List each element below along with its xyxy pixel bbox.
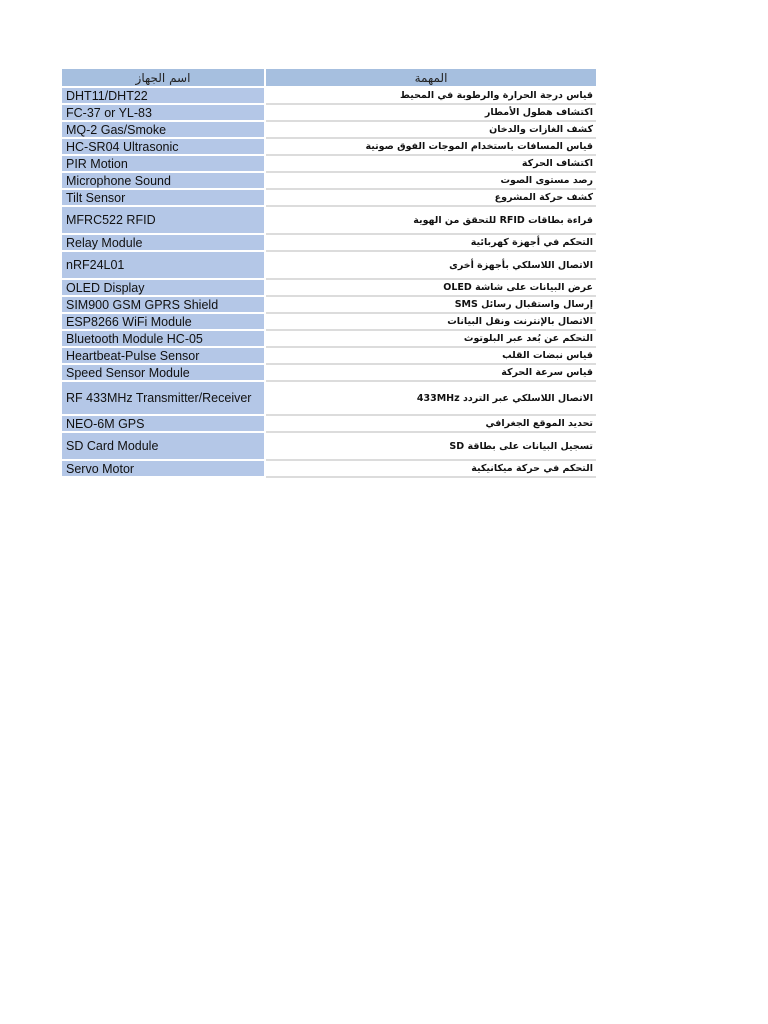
task-cell: قياس درجة الحرارة والرطوبة في المحيط xyxy=(265,87,596,104)
table-row xyxy=(62,432,596,460)
device-cell: NEO-6M GPS xyxy=(62,415,265,432)
table-row xyxy=(62,364,596,381)
device-cell: DHT11/DHT22 xyxy=(62,87,265,104)
device-cell: nRF24L01 xyxy=(62,251,265,279)
table-row xyxy=(62,155,596,172)
device-cell: SIM900 GSM GPRS Shield xyxy=(62,296,265,313)
table-row xyxy=(62,189,596,206)
task-cell: التحكم في أجهزة كهربائية xyxy=(265,234,596,251)
task-cell: كشف حركة المشروع xyxy=(265,189,596,206)
table-row xyxy=(62,251,596,279)
task-cell: إرسال واستقبال رسائل SMS xyxy=(265,296,596,313)
device-cell: Servo Motor xyxy=(62,460,265,477)
device-cell: FC-37 or YL-83 xyxy=(62,104,265,121)
header-task: المهمة xyxy=(265,69,596,87)
header-device: اسم الجهاز xyxy=(62,69,265,87)
device-cell: Bluetooth Module HC-05 xyxy=(62,330,265,347)
table-row xyxy=(62,206,596,234)
table-row xyxy=(62,415,596,432)
table-row xyxy=(62,330,596,347)
table-row xyxy=(62,87,596,104)
device-cell: OLED Display xyxy=(62,279,265,296)
device-cell: PIR Motion xyxy=(62,155,265,172)
task-cell: قراءة بطاقات RFID للتحقق من الهوية xyxy=(265,206,596,234)
device-cell: MQ-2 Gas/Smoke xyxy=(62,121,265,138)
device-cell: Heartbeat-Pulse Sensor xyxy=(62,347,265,364)
task-cell: قياس المسافات باستخدام الموجات الفوق صوتية xyxy=(265,138,596,155)
table-row xyxy=(62,279,596,296)
device-cell: Relay Module xyxy=(62,234,265,251)
task-cell: رصد مستوى الصوت xyxy=(265,172,596,189)
task-cell: الاتصال بالإنترنت ونقل البيانات xyxy=(265,313,596,330)
table-header-row xyxy=(62,69,596,87)
device-cell: Microphone Sound xyxy=(62,172,265,189)
table-row xyxy=(62,313,596,330)
task-cell: اكتشاف الحركة xyxy=(265,155,596,172)
device-cell: Speed Sensor Module xyxy=(62,364,265,381)
task-cell: الاتصال اللاسلكي بأجهزة أخرى xyxy=(265,251,596,279)
device-cell: Tilt Sensor xyxy=(62,189,265,206)
table-row xyxy=(62,104,596,121)
device-cell: ESP8266 WiFi Module xyxy=(62,313,265,330)
task-cell: كشف الغازات والدخان xyxy=(265,121,596,138)
table-row xyxy=(62,347,596,364)
device-task-table xyxy=(62,69,596,478)
table-row xyxy=(62,381,596,415)
table-row xyxy=(62,138,596,155)
table-row xyxy=(62,234,596,251)
task-cell: قياس نبضات القلب xyxy=(265,347,596,364)
device-cell: HC-SR04 Ultrasonic xyxy=(62,138,265,155)
table-row xyxy=(62,296,596,313)
table-body xyxy=(62,87,596,477)
task-cell: التحكم في حركة ميكانيكية xyxy=(265,460,596,477)
task-cell: اكتشاف هطول الأمطار xyxy=(265,104,596,121)
task-cell: قياس سرعة الحركة xyxy=(265,364,596,381)
table-row xyxy=(62,460,596,477)
device-cell: RF 433MHz Transmitter/Receiver xyxy=(62,381,265,415)
device-cell: SD Card Module xyxy=(62,432,265,460)
table-row xyxy=(62,172,596,189)
table-row xyxy=(62,121,596,138)
task-cell: التحكم عن بُعد عبر البلوتوث xyxy=(265,330,596,347)
task-cell: الاتصال اللاسلكي عبر التردد 433MHz xyxy=(265,381,596,415)
task-cell: عرض البيانات على شاشة OLED xyxy=(265,279,596,296)
task-cell: تسجيل البيانات على بطاقة SD xyxy=(265,432,596,460)
task-cell: تحديد الموقع الجغرافي xyxy=(265,415,596,432)
device-cell: MFRC522 RFID xyxy=(62,206,265,234)
